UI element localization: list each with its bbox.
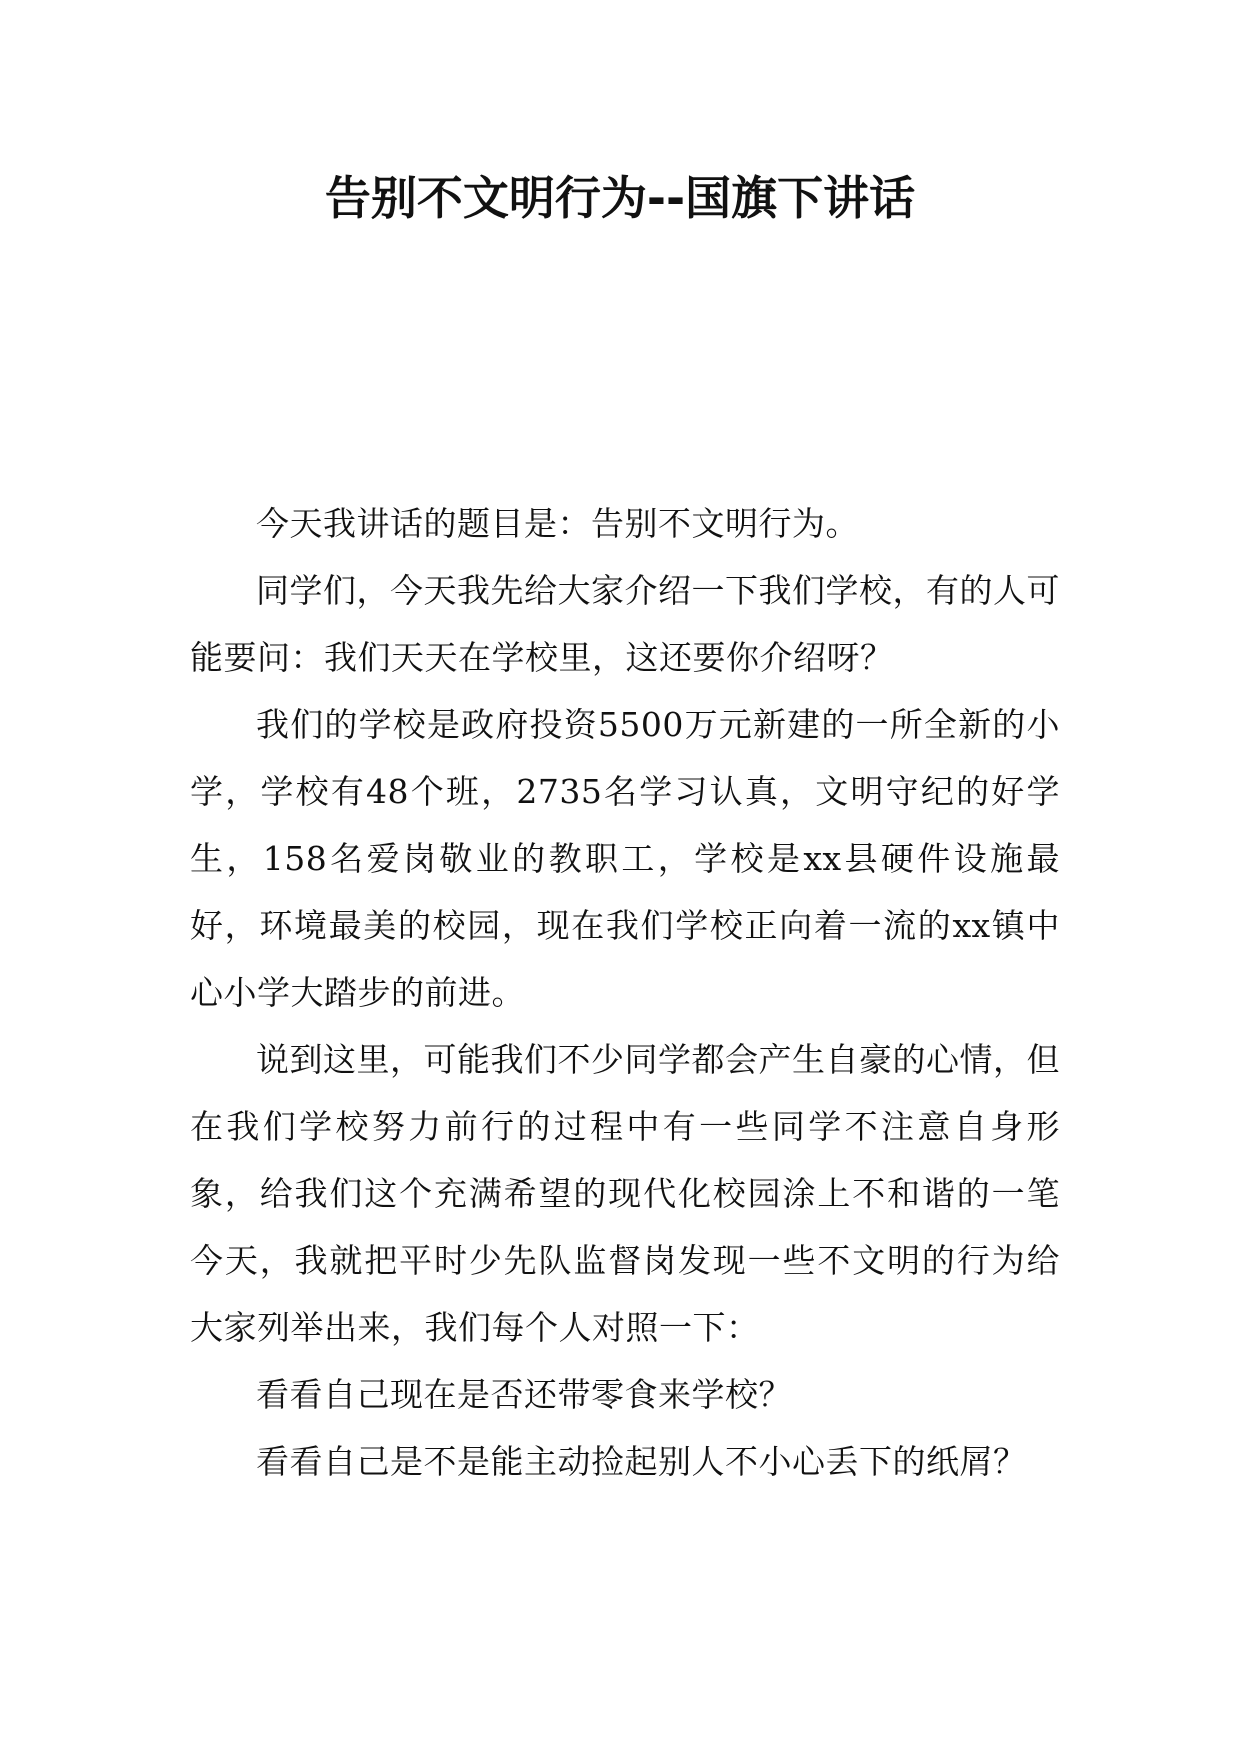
document-body	[190, 490, 1060, 1495]
paragraph-question-litter: 看看自己是不是能主动捡起别人不小心丢下的纸屑？	[256, 1442, 1027, 1481]
paragraph-introduction: 同学们，今天我先给大家介绍一下我们学校，有的人可能要问：我们天天在学校里，这还要你介绍呀？	[190, 571, 1060, 677]
paragraph-school-facts: 我们的学校是政府投资5500万元新建的一所全新的小学，学校有48个班，2735名学习认真，文明守纪的好学生，158名爱岗敬业的教职工，学校是xx县硬件设施最好，环境最美的校园，现在我们学校正向着一流的xx镇中心小学大踏步的前进。	[190, 705, 1060, 1012]
paragraph-topic: 今天我讲话的题目是：告别不文明行为。	[256, 504, 859, 543]
document-title: 告别不文明行为--国旗下讲话	[324, 171, 916, 225]
paragraph-question-snacks: 看看自己现在是否还带零食来学校？	[256, 1375, 792, 1414]
paragraph-uncivil-behavior: 说到这里，可能我们不少同学都会产生自豪的心情，但在我们学校努力前行的过程中有一些同学不注意自身形象，给我们这个充满希望的现代化校园涂上不和谐的一笔今天，我就把平时少先队监督岗发现一些不文明的行为给大家列举出来，我们每个人对照一下：	[190, 1040, 1060, 1347]
